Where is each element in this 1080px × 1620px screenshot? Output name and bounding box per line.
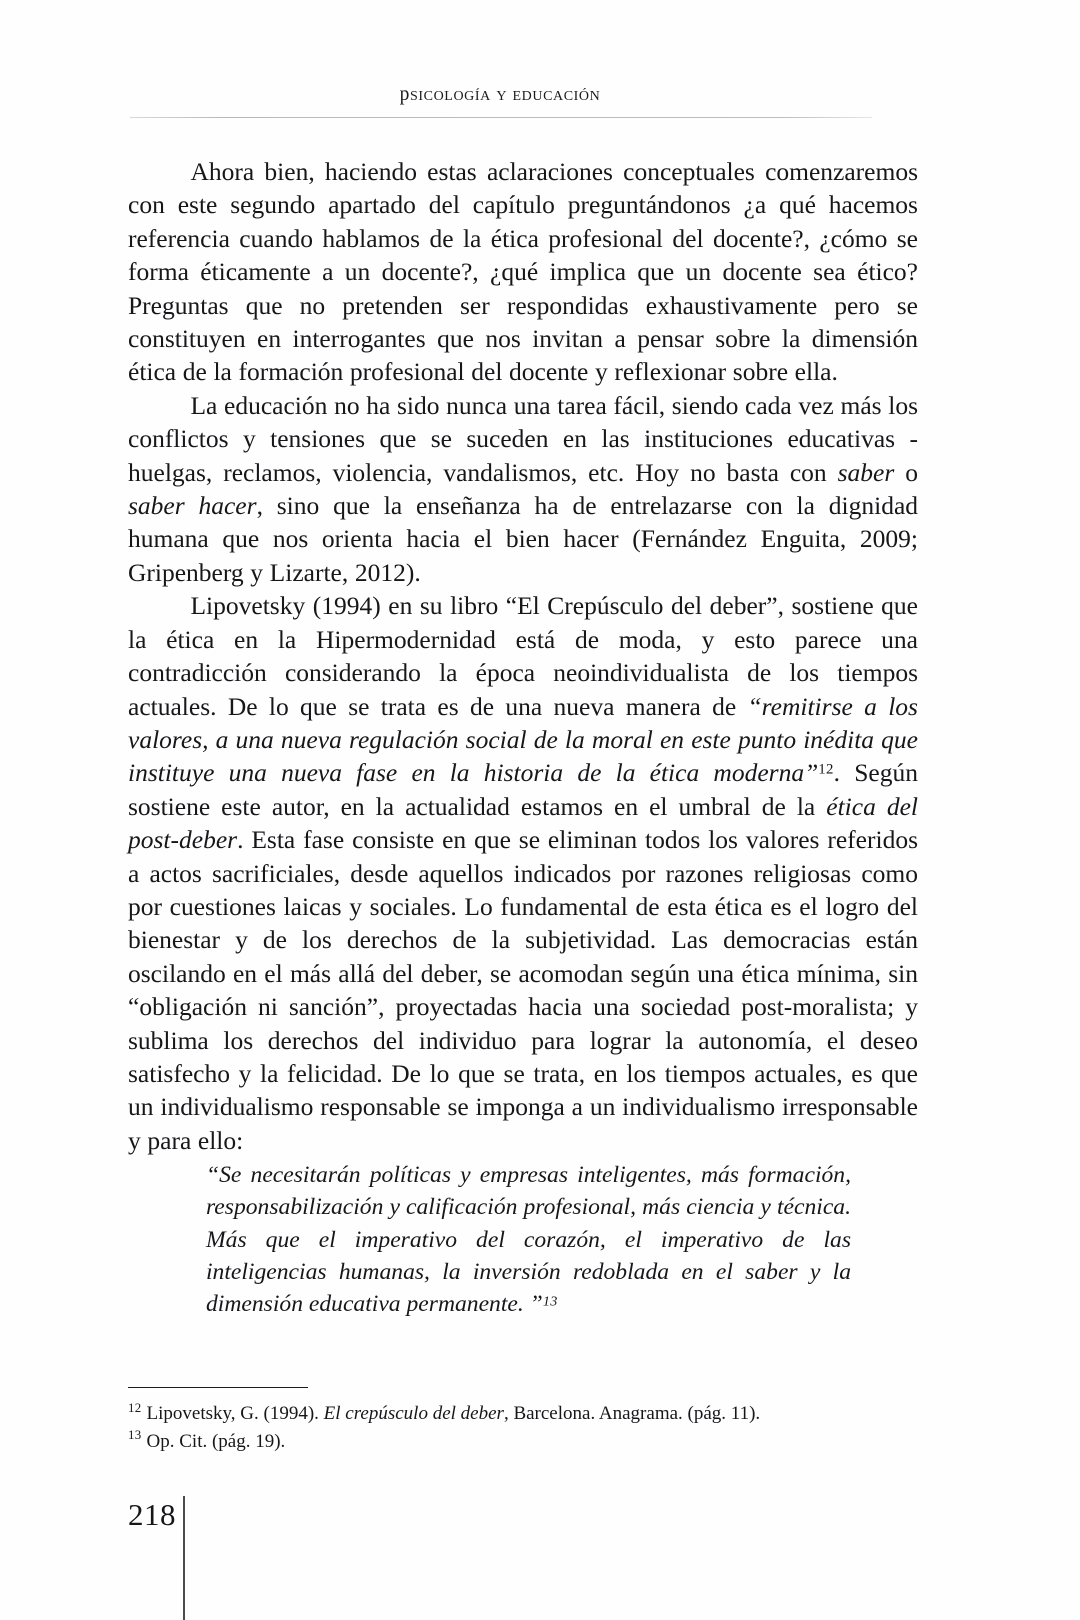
paragraph-3-run-6: . Esta fase consiste en que se eliminan todos los valores referidos a actos sacrificiales, desde aquellos indicados por razones religiosas como por cuestiones laicas y sociales. Lo fundamental de esta ética es el logro del bienestar y de los derechos de la subjetividad. Las democracias están oscilando en el más allá del deber, se acomodan según una ética mínima, sin “obligación ni sanción”, proyectadas hacia una sociedad post-moralista; y sublima los derechos del individuo para lograr la autonomía, el deseo satisfecho y la felicidad. De lo que se trata, en los tiempos actuales, es que un individualismo responsable se imponga a un individualismo irresponsable y para ello: xyxy=(128,825,918,1155)
running-head: psicología y educación xyxy=(399,84,601,105)
footnote-ref-13[interactable]: 13 xyxy=(542,1293,558,1310)
quotation-remitirse: “remitirse a los valores, a una nueva regulación social de la moral en este punto inédita que instituye una nueva fase en la historia de la ética moderna” xyxy=(128,691,918,788)
emphasis-etica-del-post-deber: ética del post-deber xyxy=(128,791,918,855)
footnote-area xyxy=(128,1400,918,1455)
text-column xyxy=(128,155,918,1320)
paragraph-3 xyxy=(128,589,918,1157)
paragraph-1-text: Ahora bien, haciendo estas aclaraciones conceptuales comenzaremos con este segundo apartado del capítulo preguntándonos ¿a qué hacemos referencia cuando hablamos de la ética profesional del docente?, ¿cómo se forma éticamente a un docente?, ¿qué implica que un docente sea ético? Preguntas que no pretenden ser respondidas exhaustivamente pero se constituyen en interrogantes que nos invitan a pensar sobre la dimensión ética de la formación profesional del docente y reflexionar sobre ella. xyxy=(128,157,918,387)
paragraph-2 xyxy=(128,389,918,589)
footnote-12-marker: 12 xyxy=(128,1399,142,1415)
footnote-12-title: El crepúsculo del deber xyxy=(323,1403,504,1424)
emphasis-saber-hacer: saber hacer xyxy=(128,491,257,521)
paragraph-3-run-4: . Según sostiene este autor, en la actualidad estamos en el umbral de la xyxy=(128,758,918,821)
page-number: 218 xyxy=(128,1497,176,1532)
emphasis-saber: saber xyxy=(837,457,895,487)
paragraph-2-run-5: , sino que la enseñanza ha de entrelazarse con la dignidad humana que nos orienta hacia el bien hacer (Fernández Enguita, 2009; Gripenberg y Lizarte, 2012). xyxy=(128,491,919,587)
footnote-separator-rule xyxy=(128,1387,308,1388)
paragraph-3-run-1: Lipovetsky (1994) en su libro “El Crepúsculo del deber”, sostiene que la ética en la Hipermodernidad está de moda, y esto parece una contradicción considerando la época neoindividualista de los tiempos actuales. De lo que se trata es de una nueva manera de xyxy=(128,591,918,721)
footnote-12-pre: Lipovetsky, G. (1994). xyxy=(146,1403,324,1424)
page-number-rule xyxy=(183,1496,185,1620)
paragraph-2-run-1: La educación no ha sido nunca una tarea fácil, siendo cada vez más los conflictos y tensiones que se suceden en las instituciones educativas -huelgas, reclamos, violencia, vandalismos, etc. Hoy no basta con xyxy=(128,390,918,487)
footnote-ref-12[interactable]: 12 xyxy=(818,761,834,778)
footnote-13 xyxy=(128,1428,918,1456)
running-head-rule xyxy=(130,117,872,118)
footnote-12-post: , Barcelona. Anagrama. (pág. 11). xyxy=(503,1403,761,1424)
block-quotation xyxy=(206,1159,851,1320)
block-quotation-text: “Se necesitarán políticas y empresas inteligentes, más formación, responsabilización y calificación profesional, más ciencia y técnica. Más que el imperativo del corazón, el imperativo de las inteligencias humanas, la inversión redoblada en el saber y la dimensión educativa permanente. ” xyxy=(206,1162,851,1317)
paragraph-2-run-3: o xyxy=(894,457,918,487)
paragraph-1 xyxy=(128,155,918,389)
footnote-13-pre: Op. Cit. (pág. 19). xyxy=(146,1430,286,1452)
footnote-12 xyxy=(128,1400,918,1428)
footnote-13-marker: 13 xyxy=(128,1427,142,1443)
